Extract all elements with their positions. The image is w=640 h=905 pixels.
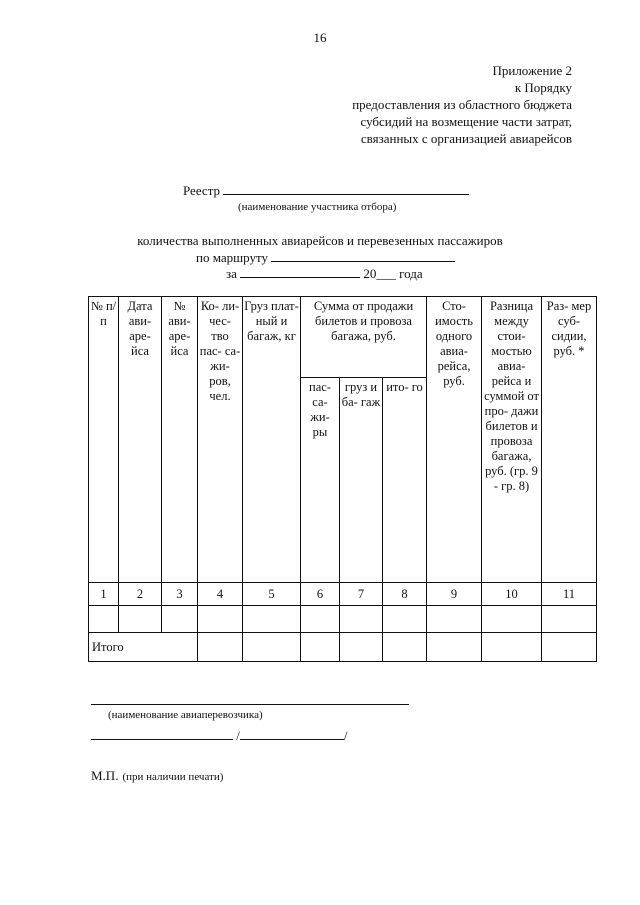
participant-name-line <box>223 182 469 195</box>
col-header-difference: Разница между стои- мостью авиа- рейса и суммой от про- дажи билетов и провоза багажа, руб. (гр. 9 - гр. 8) <box>482 297 542 583</box>
table-cell <box>301 633 340 662</box>
table-cell <box>340 633 383 662</box>
route-line <box>271 249 455 262</box>
appendix-header <box>352 62 572 147</box>
appendix-line: Приложение 2 <box>492 63 572 78</box>
stamp-note <box>91 767 223 785</box>
table-cell <box>383 633 427 662</box>
period-line <box>240 265 360 278</box>
col-header-sales-group: Сумма от продажи билетов и провоза багажа, руб. <box>301 297 427 378</box>
column-number: 7 <box>340 583 383 606</box>
table-cell <box>89 606 119 633</box>
appendix-line: к Порядку <box>514 80 572 95</box>
name-line <box>240 727 344 740</box>
table-cell <box>427 633 482 662</box>
route-row <box>196 249 455 266</box>
table-cell <box>162 606 198 633</box>
registry-label: Реестр <box>183 183 221 198</box>
column-number: 1 <box>89 583 119 606</box>
table-cell <box>482 633 542 662</box>
table-cell <box>243 606 301 633</box>
column-number: 11 <box>542 583 597 606</box>
period-prefix: за <box>226 266 237 281</box>
stamp-prefix: М.П. <box>91 768 119 783</box>
table-cell <box>301 606 340 633</box>
route-label: по маршруту <box>196 250 268 265</box>
column-number: 4 <box>198 583 243 606</box>
col-header-cargo: Груз плат- ный и багаж, кг <box>243 297 301 583</box>
signature-line <box>91 727 233 740</box>
registry-subtitle: количества выполненных авиарейсов и перевезенных пассажиров <box>137 233 503 248</box>
column-number: 8 <box>383 583 427 606</box>
col-header-sales-cargo: груз и ба- гаж <box>340 378 383 583</box>
appendix-line: предоставления из областного бюджета <box>352 97 572 112</box>
col-header-date: Дата ави- аре- йса <box>119 297 162 583</box>
total-label: Итого <box>89 633 198 662</box>
signature-row <box>91 727 348 744</box>
table-cell <box>198 606 243 633</box>
stamp-hint: (при наличии печати) <box>122 771 224 783</box>
carrier-hint: (наименование авиаперевозчика) <box>108 709 263 721</box>
col-header-flight-cost: Сто- имость одного авиа- рейса, руб. <box>427 297 482 583</box>
registry-table <box>88 296 597 662</box>
carrier-name-line <box>91 704 409 705</box>
period-year: 20___ года <box>363 266 423 281</box>
table-cell <box>198 633 243 662</box>
table-cell <box>542 606 597 633</box>
period-row <box>226 265 423 282</box>
table-cell <box>340 606 383 633</box>
table-cell <box>482 606 542 633</box>
col-header-number: № п/п <box>89 297 119 583</box>
column-number: 10 <box>482 583 542 606</box>
column-number: 3 <box>162 583 198 606</box>
header-row <box>89 297 597 378</box>
signature-separator: / <box>343 728 348 743</box>
total-row <box>89 633 597 662</box>
appendix-line: субсидий на возмещение части затрат, <box>360 114 572 129</box>
col-header-flight-no: № ави- аре- йса <box>162 297 198 583</box>
signature-separator: / <box>236 728 240 743</box>
col-header-subsidy: Раз- мер суб- сидии, руб. * <box>542 297 597 583</box>
table-cell <box>119 606 162 633</box>
col-header-passengers: Ко- ли- чес- тво пас- са- жи- ров, чел. <box>198 297 243 583</box>
appendix-line: связанных с организацией авиарейсов <box>360 131 572 146</box>
col-header-sales-passengers: пас- са- жи- ры <box>301 378 340 583</box>
column-number: 2 <box>119 583 162 606</box>
table-cell <box>383 606 427 633</box>
page-number: 16 <box>313 30 327 45</box>
table-cell <box>243 633 301 662</box>
column-number: 9 <box>427 583 482 606</box>
column-number-row <box>89 583 597 606</box>
column-number: 5 <box>243 583 301 606</box>
registry-title <box>183 182 469 199</box>
table-cell <box>427 606 482 633</box>
col-header-sales-total: ито- го <box>383 378 427 583</box>
table-cell <box>542 633 597 662</box>
data-row <box>89 606 597 633</box>
column-number: 6 <box>301 583 340 606</box>
participant-hint: (наименование участника отбора) <box>238 201 397 213</box>
